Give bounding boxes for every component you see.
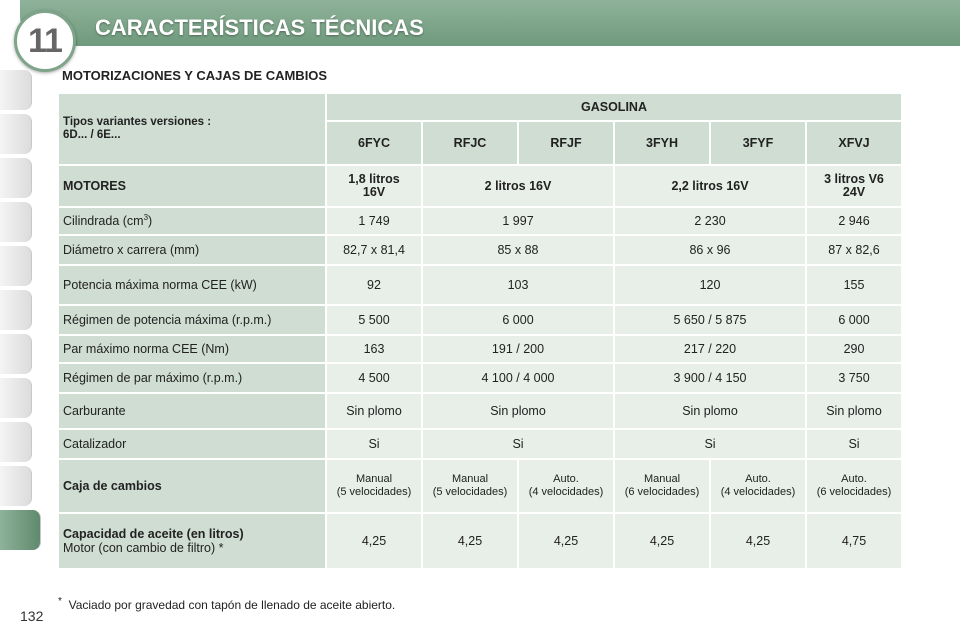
oil-cell: 4,25 (711, 514, 805, 568)
cell: 86 x 96 (615, 236, 805, 264)
engine-size: 1,8 litros 16V (327, 166, 421, 206)
side-tab[interactable] (0, 290, 32, 330)
cell: 120 (615, 266, 805, 304)
oil-cell: 4,25 (519, 514, 613, 568)
side-tabs (0, 70, 32, 554)
cell: Sin plomo (807, 394, 901, 428)
oil-cell: 4,25 (423, 514, 517, 568)
chapter-badge: 11 (14, 10, 76, 72)
side-tab[interactable] (0, 70, 32, 110)
cell: 5 650 / 5 875 (615, 306, 805, 334)
cell: Sin plomo (327, 394, 421, 428)
row-label: Régimen de potencia máxima (r.p.m.) (59, 306, 325, 334)
cell: 6 000 (423, 306, 613, 334)
side-tab[interactable] (0, 378, 32, 418)
cell: 85 x 88 (423, 236, 613, 264)
row-label: Régimen de par máximo (r.p.m.) (59, 364, 325, 392)
engine-code: XFVJ (807, 122, 901, 164)
cell: 2 230 (615, 208, 805, 234)
cell: Sin plomo (615, 394, 805, 428)
oil-cell: 4,25 (615, 514, 709, 568)
gearbox-cell: Manual (5 velocidades) (423, 460, 517, 512)
engine-code: 3FYH (615, 122, 709, 164)
page-title: CARACTERÍSTICAS TÉCNICAS (95, 15, 424, 40)
side-tab[interactable] (0, 246, 32, 286)
gearbox-cell: Auto. (4 velocidades) (711, 460, 805, 512)
gearbox-cell: Auto. (6 velocidades) (807, 460, 901, 512)
cell: 92 (327, 266, 421, 304)
motores-label: MOTORES (59, 166, 325, 206)
side-tab[interactable] (0, 422, 32, 462)
variant-label: Tipos variantes versiones : 6D... / 6E... (59, 94, 325, 164)
cell: 1 749 (327, 208, 421, 234)
row-label: Catalizador (59, 430, 325, 458)
section-title: MOTORIZACIONES Y CAJAS DE CAMBIOS (62, 68, 328, 83)
cell: 191 / 200 (423, 336, 613, 362)
row-label: Diámetro x carrera (mm) (59, 236, 325, 264)
cell: 163 (327, 336, 421, 362)
cell: 1 997 (423, 208, 613, 234)
side-tab[interactable] (0, 158, 32, 198)
side-tab-active[interactable] (0, 510, 41, 550)
fuel-group-header: GASOLINA (327, 94, 901, 120)
gearbox-label: Caja de cambios (59, 460, 325, 512)
cell: 3 900 / 4 150 (615, 364, 805, 392)
cell: 103 (423, 266, 613, 304)
footnote: * Vaciado por gravedad con tapón de llenado de aceite abierto. (58, 596, 396, 612)
engine-size: 2,2 litros 16V (615, 166, 805, 206)
engine-code: RFJC (423, 122, 517, 164)
cell: Si (807, 430, 901, 458)
side-tab[interactable] (0, 334, 32, 374)
specs-table (57, 92, 903, 570)
row-label: Cilindrada $(cm^3)$ (59, 208, 325, 234)
cell: 2 946 (807, 208, 901, 234)
engine-code: 3FYF (711, 122, 805, 164)
engine-size: 2 litros 16V (423, 166, 613, 206)
side-tab[interactable] (0, 202, 32, 242)
side-tab[interactable] (0, 114, 32, 154)
gearbox-cell: Manual (5 velocidades) (327, 460, 421, 512)
cell: 4 500 (327, 364, 421, 392)
gearbox-cell: Manual (6 velocidades) (615, 460, 709, 512)
oil-cell: 4,25 (327, 514, 421, 568)
oil-cell: 4,75 (807, 514, 901, 568)
cell: 6 000 (807, 306, 901, 334)
cell: 4 100 / 4 000 (423, 364, 613, 392)
cell: 155 (807, 266, 901, 304)
cell: Si (423, 430, 613, 458)
row-label: Carburante (59, 394, 325, 428)
cell: 290 (807, 336, 901, 362)
cell: Si (615, 430, 805, 458)
page-number: 132 (20, 608, 44, 624)
engine-code: 6FYC (327, 122, 421, 164)
cell: Si (327, 430, 421, 458)
row-label: Potencia máxima norma CEE (kW) (59, 266, 325, 304)
cell: 87 x 82,6 (807, 236, 901, 264)
engine-size: 3 litros V6 24V (807, 166, 901, 206)
cell: 5 500 (327, 306, 421, 334)
cell: 3 750 (807, 364, 901, 392)
engine-code: RFJF (519, 122, 613, 164)
gearbox-cell: Auto. (4 velocidades) (519, 460, 613, 512)
cell: 82,7 x 81,4 (327, 236, 421, 264)
side-tab[interactable] (0, 466, 32, 506)
cell: 217 / 220 (615, 336, 805, 362)
cell: Sin plomo (423, 394, 613, 428)
oil-label: Capacidad de aceite (en litros) Motor (con cambio de filtro) * (59, 514, 325, 568)
row-label: Par máximo norma CEE (Nm) (59, 336, 325, 362)
